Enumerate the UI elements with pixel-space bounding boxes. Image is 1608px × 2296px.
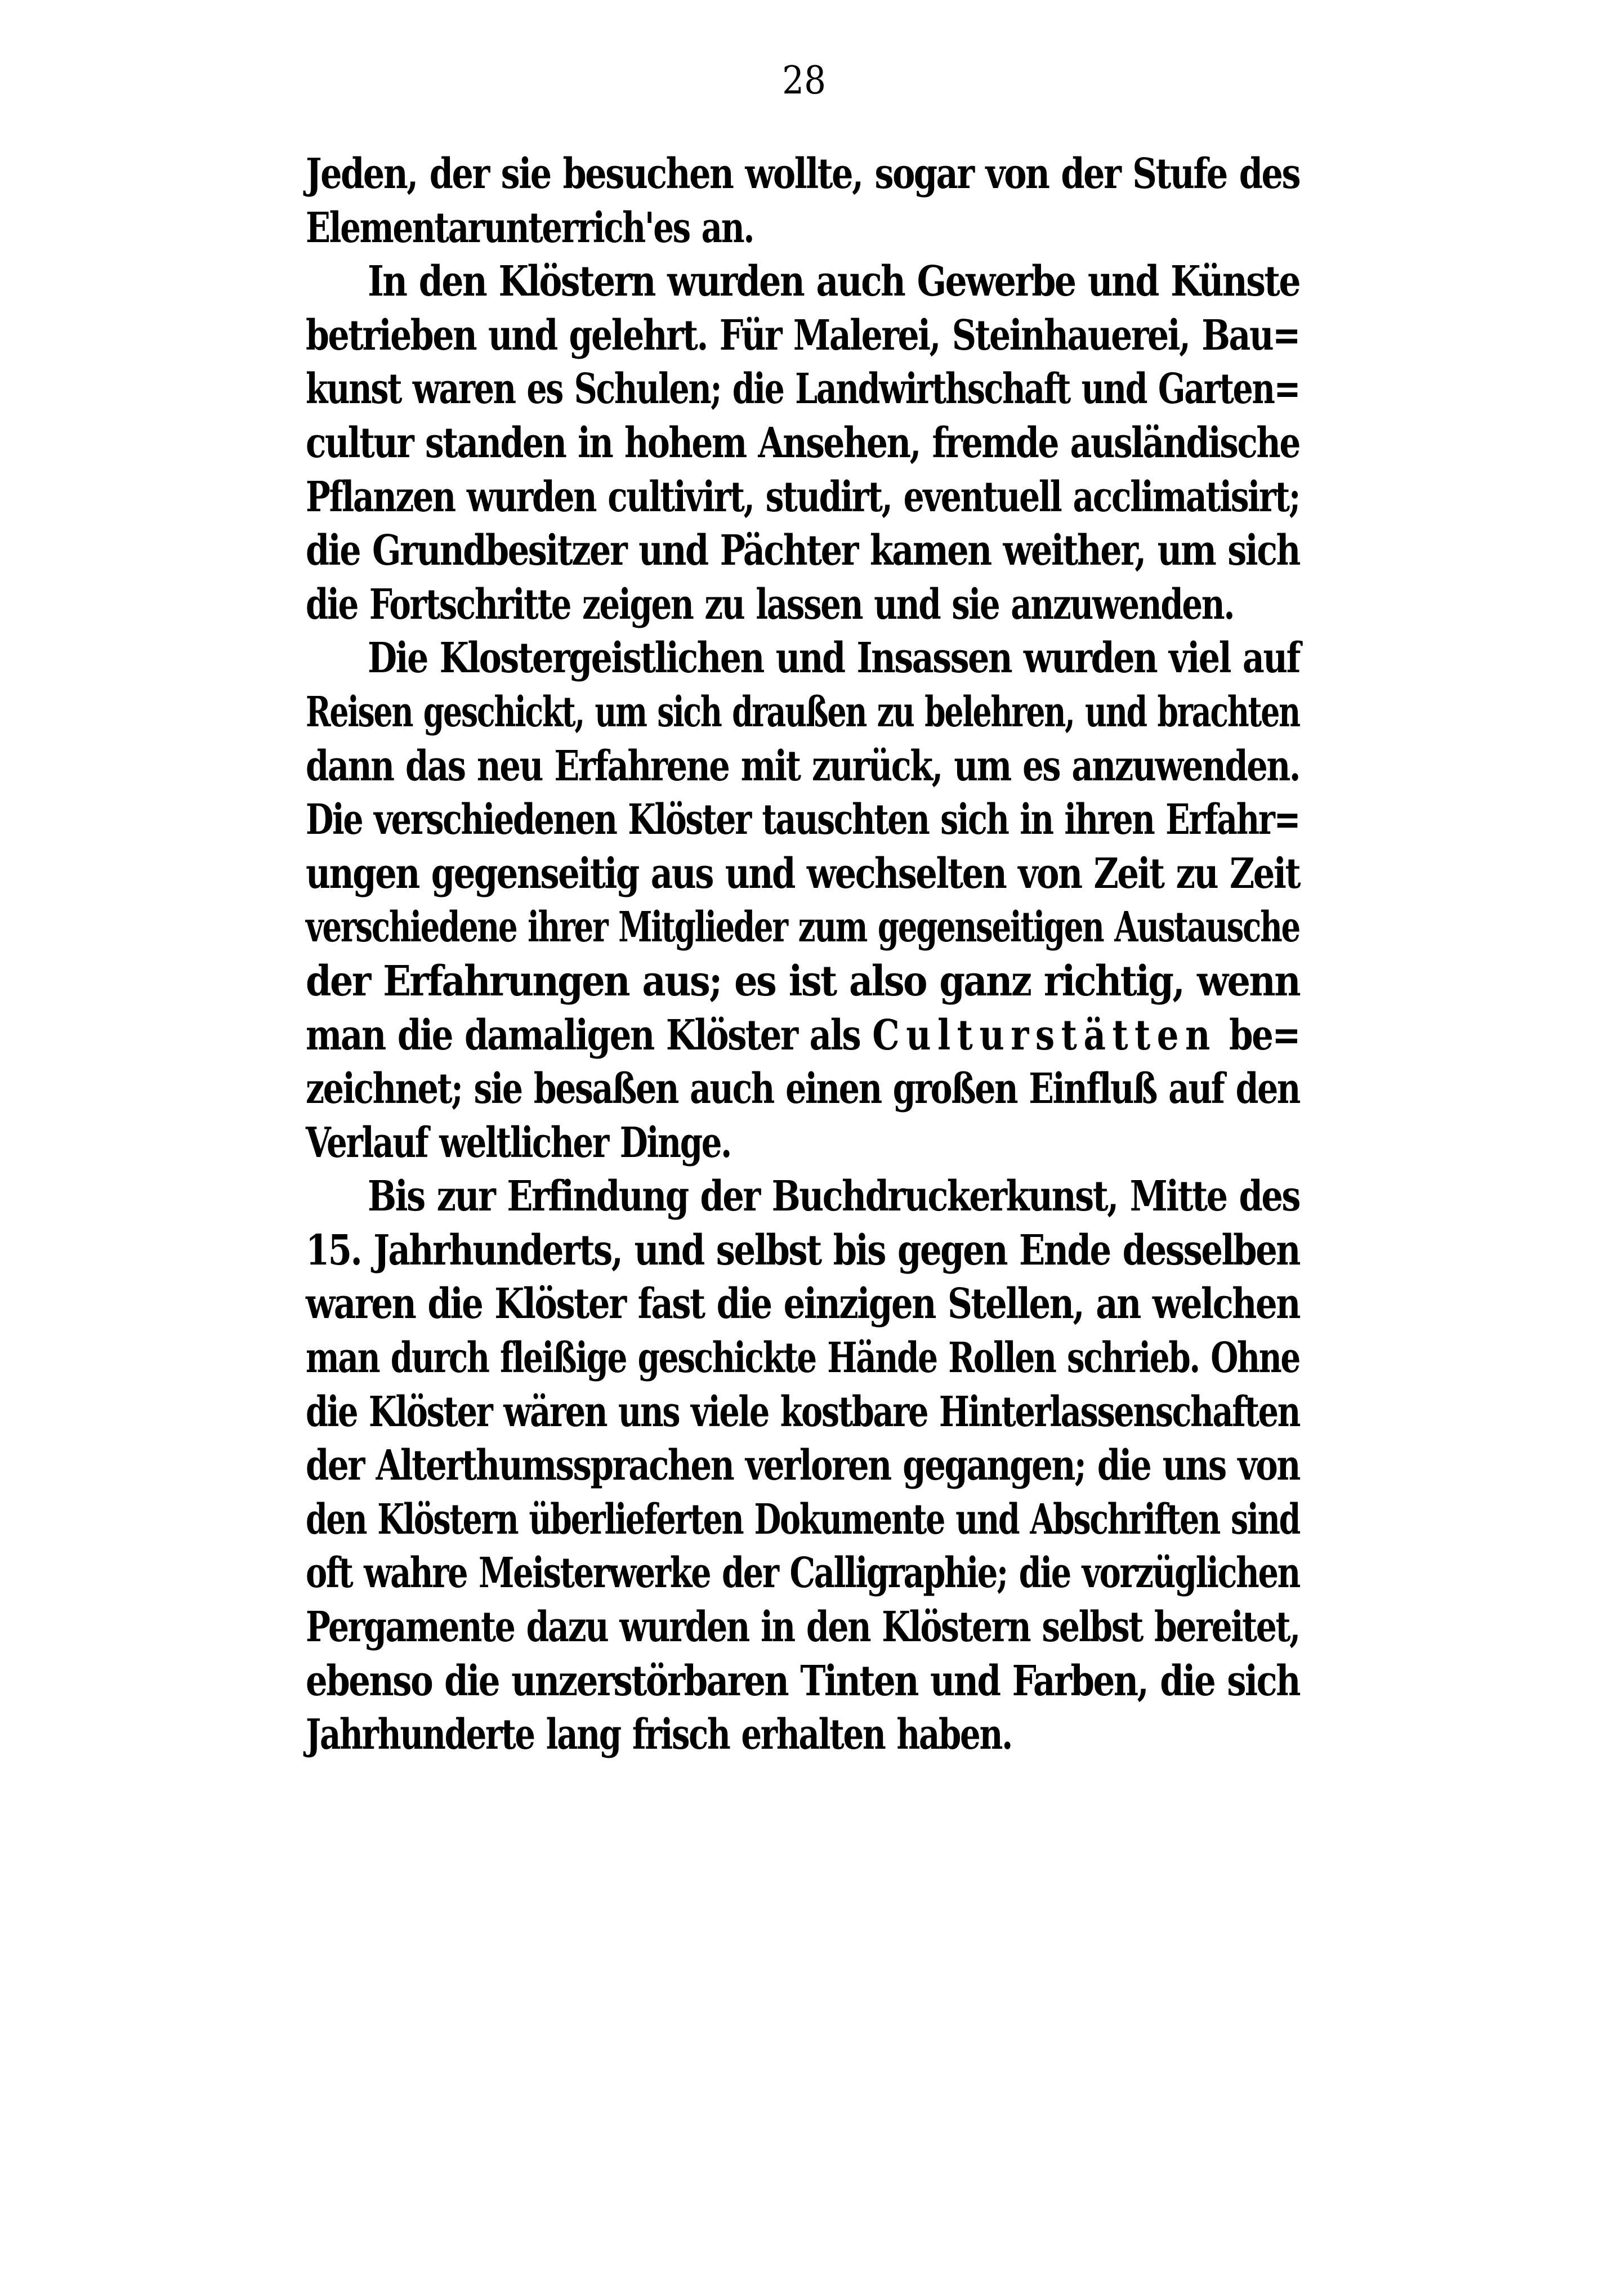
text-line: den Klöstern überlieferten Dokumente und Abschriften sind bbox=[306, 1495, 1299, 1544]
text-line: betrieben und gelehrt. Für Malerei, Steinhauerei, Bau= bbox=[306, 311, 1299, 360]
paragraph bbox=[306, 148, 1299, 255]
text-line: 15. Jahrhunderts, und selbst bis gegen Ende desselben bbox=[306, 1226, 1299, 1275]
paragraph bbox=[306, 1170, 1299, 1762]
text-line: kunst waren es Schulen; die Landwirthschaft und Garten= bbox=[306, 365, 1299, 414]
text-line: Die verschiedenen Klöster tauschten sich in ihren Erfahr= bbox=[306, 796, 1299, 845]
text-line: Jahrhunderte lang frisch erhalten haben. bbox=[306, 1710, 1012, 1759]
text-line: oft wahre Meisterwerke der Calligraphie; die vorzüglichen bbox=[306, 1549, 1299, 1598]
text-line: die Grundbesitzer und Pächter kamen weither, um sich bbox=[306, 526, 1299, 575]
text-line: verschiedene ihrer Mitglieder zum gegenseitigen Austausche bbox=[306, 903, 1299, 952]
text-line: der Alterthumssprachen verloren gegangen; die uns von bbox=[306, 1441, 1299, 1490]
text-line: die Fortschritte zeigen zu lassen und sie anzuwenden. bbox=[306, 580, 1234, 629]
text-line: ungen gegenseitig aus und wechselten von Zeit zu Zeit bbox=[306, 849, 1299, 898]
text-line: Jeden, der sie besuchen wollte, sogar von der Stufe des bbox=[306, 150, 1299, 198]
text-line: cultur standen in hohem Ansehen, fremde ausländische bbox=[306, 418, 1299, 467]
page-number: 28 bbox=[782, 59, 827, 103]
text-line: Die Klostergeistlichen und Insassen wurden viel auf bbox=[368, 634, 1299, 683]
text-segment: man die damaligen Klöster als bbox=[306, 1011, 873, 1060]
text-line: ebenso die unzerstörbaren Tinten und Farben, die sich bbox=[306, 1656, 1299, 1705]
body-text bbox=[306, 148, 1299, 1762]
text-line: Elementarunterrich'es an. bbox=[306, 203, 754, 252]
text-line: die Klöster wären uns viele kostbare Hinterlassenschaften bbox=[306, 1387, 1299, 1436]
text-line bbox=[306, 1009, 1299, 1063]
text-line: waren die Klöster fast die einzigen Stellen, an welchen bbox=[306, 1280, 1299, 1329]
text-line: Reisen geschickt, um sich draußen zu belehren, und brachten bbox=[306, 687, 1299, 736]
paragraph bbox=[306, 632, 1299, 1170]
text-segment: be= bbox=[1216, 1011, 1299, 1060]
paragraph bbox=[306, 255, 1299, 632]
text-line: Pergamente dazu wurden in den Klöstern selbst bereitet, bbox=[306, 1603, 1299, 1652]
text-line: dann das neu Erfahrene mit zurück, um es anzuwenden. bbox=[306, 741, 1299, 790]
text-line: Bis zur Erfindung der Buchdruckerkunst, Mitte des bbox=[368, 1172, 1299, 1221]
text-line: der Erfahrungen aus; es ist also ganz richtig, wenn bbox=[306, 957, 1299, 1006]
text-line: zeichnet; sie besaßen auch einen großen Einfluß auf den bbox=[306, 1065, 1299, 1114]
text-line: man durch fleißige geschickte Hände Rollen schrieb. Ohne bbox=[306, 1334, 1299, 1383]
text-line: Verlauf weltlicher Dinge. bbox=[306, 1118, 731, 1167]
text-line: Pflanzen wurden cultivirt, studirt, eventuell acclimatisirt; bbox=[306, 472, 1299, 521]
text-line: In den Klöstern wurden auch Gewerbe und Künste bbox=[368, 257, 1299, 306]
emphasized-word: Culturstätten bbox=[872, 1011, 1217, 1060]
